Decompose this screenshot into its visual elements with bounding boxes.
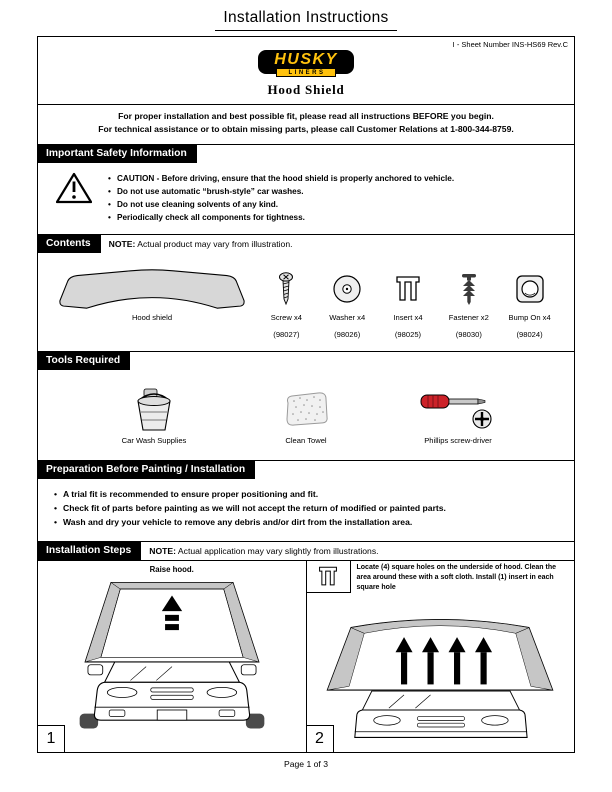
tool-item-towel xyxy=(258,382,354,446)
tool-label: Phillips screw-driver xyxy=(424,436,492,446)
safety-item: • Do not use automatic “brush-style” car washes. xyxy=(108,185,454,198)
intro-line-2: For technical assistance or to obtain missing parts, please call Customer Relations at 1-800-344-8759. xyxy=(98,124,514,135)
installation-steps-panels xyxy=(38,560,574,752)
insert-icon xyxy=(318,565,338,588)
safety-item: • CAUTION - Before driving, ensure that the hood shield is properly anchored to vehicle. xyxy=(108,172,454,185)
step-2-insert-box xyxy=(307,561,351,593)
contents-note-label: NOTE: xyxy=(108,239,136,250)
product-title: Hood Shield xyxy=(267,82,345,97)
steps-banner: Installation Steps xyxy=(38,542,141,560)
liners-logo-bar: LINERS xyxy=(276,68,336,77)
tool-label: Clean Towel xyxy=(285,436,327,446)
prep-section-header xyxy=(38,460,574,479)
part-number: (98027) xyxy=(273,330,300,340)
prep-item: • A trial fit is recommended to ensure proper positioning and fit. xyxy=(54,488,558,502)
contents-banner: Contents xyxy=(38,235,101,253)
safety-banner: Important Safety Information xyxy=(38,145,197,163)
step-2-caption: Locate (4) square holes on the underside of hood. Clean the area around these with a soft cloth. Install (1) insert in each square hole xyxy=(356,563,557,591)
fastener-icon xyxy=(460,272,478,306)
part-item-bump-on xyxy=(499,265,560,339)
doc-title xyxy=(0,9,612,31)
brand-logo xyxy=(38,50,574,77)
prep-item: • Wash and dry your vehicle to remove any debris and/or dirt from the installation area. xyxy=(54,516,558,530)
steps-note-label: NOTE: xyxy=(149,545,176,556)
warning-triangle-icon xyxy=(56,172,92,204)
tool-item-screwdriver xyxy=(410,382,506,446)
part-label: Fastener x2 xyxy=(448,313,489,323)
page-footer: Page 1 of 3 xyxy=(284,759,328,769)
step-2-number: 2 xyxy=(307,725,334,752)
contents-section-header xyxy=(38,234,574,253)
screw-icon xyxy=(278,272,294,306)
part-item-washer xyxy=(317,265,378,339)
step1-car-illustration xyxy=(61,577,283,734)
safety-list xyxy=(108,172,454,225)
step-1-caption: Raise hood. xyxy=(149,564,194,574)
part-label: Insert x4 xyxy=(393,313,423,323)
contents-note xyxy=(109,239,293,249)
intro-text xyxy=(38,105,574,144)
prep-section-body xyxy=(38,479,574,540)
safety-section-header xyxy=(38,144,574,163)
car-wash-supplies-icon xyxy=(131,384,177,434)
intro-line-1: For proper installation and best possible fit, please read all instructions BEFORE you begin. xyxy=(118,111,494,121)
safety-item: • Do not use cleaning solvents of any kind. xyxy=(108,198,454,211)
contents-note-text: Actual product may vary from illustration. xyxy=(137,239,293,250)
tool-item-car-wash xyxy=(106,382,202,446)
safety-item: • Periodically check all components for tightness. xyxy=(108,211,454,224)
steps-note-text: Actual application may vary slightly from illustrations. xyxy=(177,545,379,556)
step-1-number: 1 xyxy=(38,725,65,752)
clean-towel-icon xyxy=(282,391,330,427)
steps-section-header xyxy=(38,541,574,560)
step-1-panel xyxy=(38,561,306,752)
prep-list xyxy=(54,488,558,529)
hood-shield-illustration xyxy=(56,266,248,312)
washer-icon xyxy=(331,273,363,305)
safety-section-body xyxy=(38,163,574,235)
contents-parts-row xyxy=(38,253,574,351)
part-number: (98024) xyxy=(516,330,543,340)
bump-on-icon xyxy=(515,274,545,304)
step2-hood-illustration xyxy=(320,603,560,745)
prep-banner: Preparation Before Painting / Installation xyxy=(38,461,255,479)
hood-shield-item xyxy=(48,265,256,322)
steps-note xyxy=(149,546,378,556)
phillips-screwdriver-icon xyxy=(419,387,497,431)
part-number: (98026) xyxy=(334,330,361,340)
hood-shield-label: Hood shield xyxy=(131,313,173,323)
tool-label: Car Wash Supplies xyxy=(121,436,187,446)
part-label: Screw x4 xyxy=(270,313,303,323)
husky-logo-text: HUSKY xyxy=(274,51,338,68)
tools-row xyxy=(38,370,574,460)
insert-icon xyxy=(395,274,421,304)
part-number: (98030) xyxy=(455,330,482,340)
prep-item: • Check fit of parts before painting as we will not accept the return of modified or painted parts. xyxy=(54,502,558,516)
part-label: Bump On x4 xyxy=(508,313,551,323)
part-item-screw xyxy=(256,265,317,339)
sheet-number: I - Sheet Number INS-HS69 Rev.C xyxy=(452,40,568,49)
part-number: (98025) xyxy=(394,330,422,340)
step-2-panel xyxy=(306,561,575,752)
tools-section-header xyxy=(38,351,574,370)
part-label: Washer x4 xyxy=(329,313,366,323)
doc-title-text: Installation Instructions xyxy=(215,9,396,31)
instruction-sheet xyxy=(37,36,575,753)
tools-banner: Tools Required xyxy=(38,352,130,370)
part-item-fastener xyxy=(438,265,499,339)
part-item-insert xyxy=(378,265,439,339)
